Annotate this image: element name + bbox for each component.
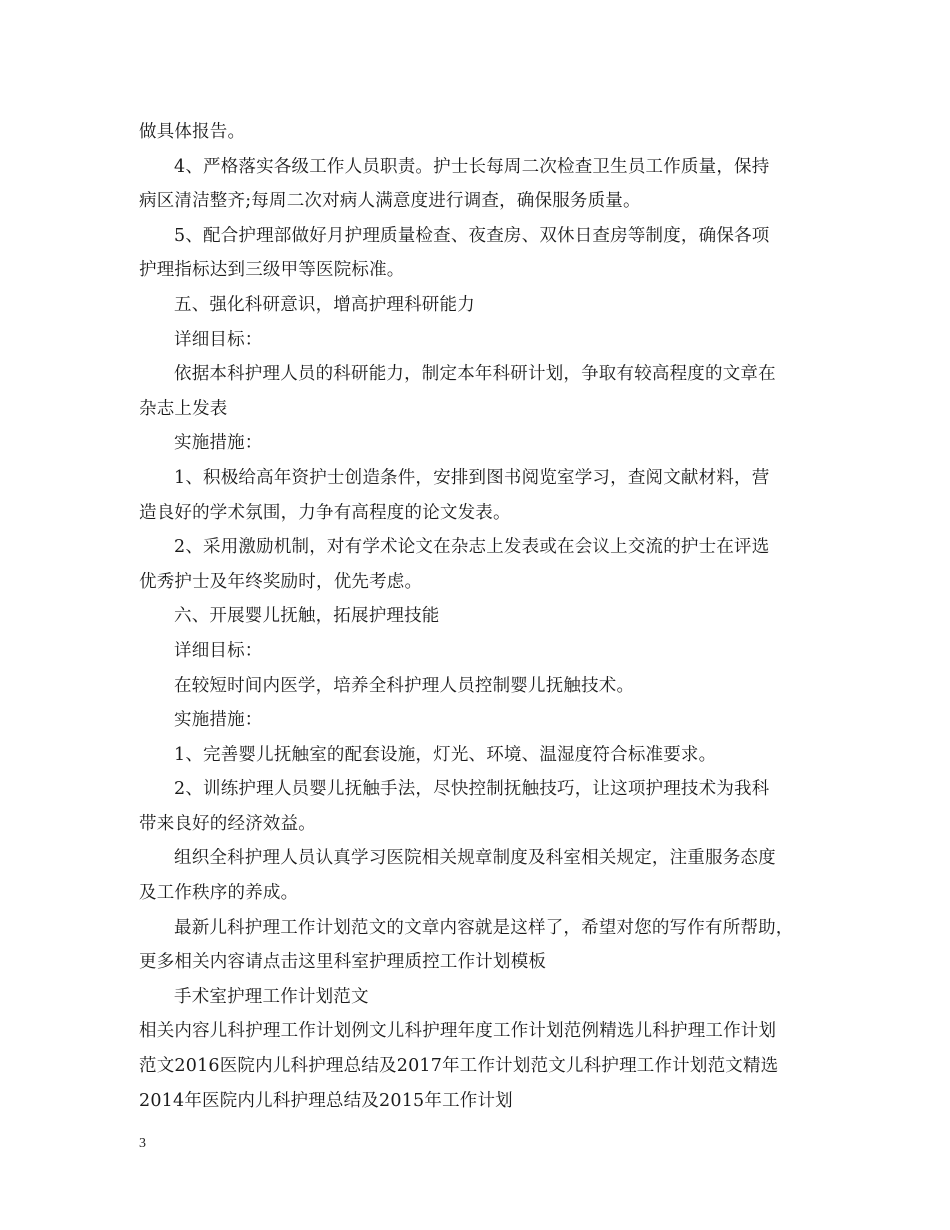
text-line: 及工作秩序的养成。 xyxy=(139,883,299,904)
text-line: 相关内容儿科护理工作计划例文儿科护理年度工作计划范例精选儿科护理工作计划 xyxy=(139,1021,777,1042)
text-line: 范文2016医院内儿科护理总结及2017年工作计划范文儿科护理工作计划范文精选 xyxy=(139,1056,779,1077)
text-line: 5、配合护理部做好月护理质量检查、夜查房、双休日查房等制度，确保各项 xyxy=(174,225,770,246)
text-line: 详细目标： xyxy=(174,329,263,350)
text-line: 更多相关内容请点击这里科室护理质控工作计划模板 xyxy=(139,952,547,973)
text-line: 护理指标达到三级甲等医院标准。 xyxy=(139,260,405,281)
text-line: 2014年医院内儿科护理总结及2015年工作计划 xyxy=(139,1090,513,1111)
text-line: 病区清洁整齐;每周二次对病人满意度进行调查，确保服务质量。 xyxy=(139,191,641,212)
body-text xyxy=(139,115,819,1118)
text-line: 带来良好的经济效益。 xyxy=(139,813,316,834)
text-line: 1、积极给高年资护士创造条件，安排到图书阅览室学习，查阅文献材料，营 xyxy=(174,467,770,488)
text-line: 4、严格落实各级工作人员职责。护士长每周二次检查卫生员工作质量，保持 xyxy=(174,156,770,177)
text-line: 2、采用激励机制，对有学术论文在杂志上发表或在会议上交流的护士在评选 xyxy=(174,537,770,558)
text-line: 依据本科护理人员的科研能力，制定本年科研计划，争取有较高程度的文章在 xyxy=(174,364,776,385)
text-line: 1、完善婴儿抚触室的配套设施，灯光、环境、温湿度符合标准要求。 xyxy=(174,744,717,765)
text-line: 优秀护士及年终奖励时，优先考虑。 xyxy=(139,571,423,592)
text-line: 实施措施： xyxy=(174,710,263,731)
text-line: 详细目标： xyxy=(174,640,263,661)
text-line: 2、训练护理人员婴儿抚触手法，尽快控制抚触技巧，让这项护理技术为我科 xyxy=(174,779,770,800)
text-line: 造良好的学术氛围，力争有高程度的论文发表。 xyxy=(139,502,511,523)
text-line: 最新儿科护理工作计划范文的文章内容就是这样了，希望对您的写作有所帮助， xyxy=(174,917,794,938)
text-line: 五、强化科研意识，增高护理科研能力 xyxy=(174,294,475,315)
text-line: 六、开展婴儿抚触，拓展护理技能 xyxy=(174,606,440,627)
text-line: 做具体报告。 xyxy=(139,122,246,142)
text-line: 杂志上发表 xyxy=(139,398,228,419)
page-number: 3 xyxy=(139,1136,146,1151)
text-line: 在较短时间内医学，培养全科护理人员控制婴儿抚触技术。 xyxy=(174,675,635,696)
text-line: 实施措施： xyxy=(174,433,263,454)
text-line: 组织全科护理人员认真学习医院相关规章制度及科室相关规定，注重服务态度 xyxy=(174,848,776,869)
text-line: 手术室护理工作计划范文 xyxy=(174,986,369,1007)
